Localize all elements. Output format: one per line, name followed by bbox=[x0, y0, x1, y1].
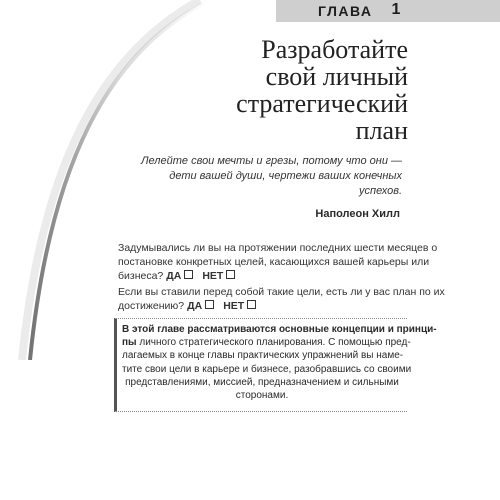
summary-line bbox=[122, 336, 411, 349]
answer-yes-label: ДА bbox=[187, 300, 203, 312]
epigraph-quote bbox=[120, 154, 402, 199]
answer-no-checkbox[interactable] bbox=[247, 300, 256, 309]
question-last-line bbox=[118, 269, 402, 283]
question-last-line bbox=[118, 299, 402, 313]
answer-yes-checkbox[interactable] bbox=[205, 300, 214, 309]
question-1 bbox=[118, 241, 438, 283]
summary-line bbox=[122, 323, 437, 336]
chapter-title-line: свой личный bbox=[265, 62, 408, 91]
summary-line: лагаемых в конце главы практических упражнений вы наме- bbox=[122, 350, 404, 362]
answer-no-label: НЕТ bbox=[223, 300, 245, 312]
question-line: бизнеса? bbox=[118, 270, 164, 282]
answer-no-label: НЕТ bbox=[202, 270, 224, 282]
epigraph-line: успехов. bbox=[359, 185, 402, 197]
question-line: Задумывались ли вы на протяжении последних шести месяцев о bbox=[118, 242, 438, 254]
chapter-title-line: Разработайте bbox=[261, 35, 408, 64]
question-line: достижению? bbox=[118, 300, 185, 312]
summary-text-fragment: личного стратегического планирования. С помощью пред- bbox=[136, 337, 411, 349]
summary-bold-text: В этой главе рассматриваются основные концепции и принци- bbox=[122, 324, 437, 335]
summary-bold-text: пы bbox=[122, 337, 137, 349]
question-line: Если вы ставили перед собой такие цели, есть ли у вас план по их bbox=[118, 286, 445, 298]
answer-no-checkbox[interactable] bbox=[226, 270, 235, 279]
answer-yes-label: ДА bbox=[166, 270, 182, 282]
question-line: постановке конкретных целей, касающихся вашей карьеры или bbox=[118, 256, 430, 268]
chapter-title-line: стратегический bbox=[236, 89, 408, 118]
answer-yes-checkbox[interactable] bbox=[184, 270, 193, 279]
chapter-summary-text bbox=[122, 323, 437, 402]
question-2 bbox=[118, 285, 445, 313]
chapter-title-line: план bbox=[355, 116, 408, 145]
epigraph-line: дети вашей души, чертежи ваших конечных bbox=[169, 170, 402, 182]
epigraph-line: Лелейте свои мечты и грезы, потому что они — bbox=[141, 155, 402, 167]
epigraph-author: Наполеон Хилл bbox=[315, 208, 400, 220]
chapter-title bbox=[148, 36, 408, 144]
summary-line: представлениями, миссией, предназначением и сильными bbox=[125, 376, 399, 388]
summary-line: тите свои цели в карьере и бизнесе, разобравшись со своими bbox=[122, 363, 412, 375]
summary-line: сторонами. bbox=[235, 390, 289, 402]
chapter-label: ГЛАВА bbox=[318, 3, 373, 19]
chapter-number: 1 bbox=[391, 1, 401, 18]
